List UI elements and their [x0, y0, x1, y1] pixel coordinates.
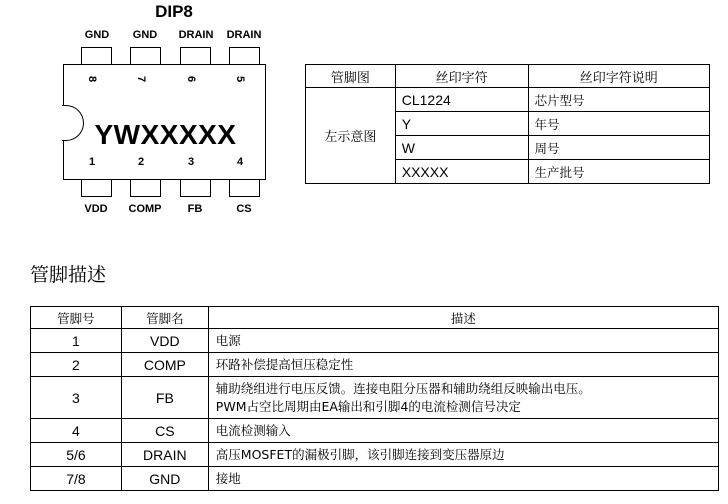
pin-8-lead: [81, 47, 112, 65]
table-row: [31, 353, 719, 377]
marking-code: CL1224: [395, 88, 528, 112]
pin-description: [208, 353, 718, 377]
column-header: 管脚号: [31, 307, 122, 329]
pin-description: [208, 419, 718, 443]
table-row: [306, 88, 710, 112]
marking-table: [305, 64, 710, 184]
pin-description-table: [30, 306, 719, 491]
pin-4-number: 4: [236, 156, 244, 168]
chip-marking: YWXXXXX: [94, 119, 237, 150]
pin-1-label: VDD: [84, 203, 108, 215]
pin-7-label: GND: [132, 29, 158, 41]
pin-name: COMP: [121, 353, 208, 377]
column-header: 管脚图: [306, 65, 396, 88]
pin-description: [208, 377, 718, 419]
marking-code: XXXXX: [395, 160, 528, 184]
pin-3-lead: [180, 179, 211, 197]
pin-3-label: FB: [187, 203, 203, 215]
column-header: 管脚名: [121, 307, 208, 329]
table-row: [31, 443, 719, 467]
column-header: 丝印字符说明: [528, 65, 710, 88]
pin-4-label: CS: [236, 203, 252, 215]
pin-8-number: 8: [86, 75, 98, 83]
pin-description: [208, 467, 718, 491]
table-row: [31, 419, 719, 443]
pin-8-label: GND: [84, 29, 110, 41]
description-line: 接地: [215, 470, 241, 486]
description-line: 高压MOSFET的漏极引脚，该引脚连接到变压器原边: [215, 446, 505, 462]
chip-body: [63, 64, 266, 180]
marking-code: W: [395, 136, 528, 160]
diagram-reference-cell: 左示意图: [306, 88, 396, 184]
pin-2-number: 2: [137, 156, 145, 168]
pin-name: CS: [121, 419, 208, 443]
pin-number: 5/6: [31, 443, 122, 467]
pin-6-label: DRAIN: [178, 29, 214, 41]
pin-5-label: DRAIN: [226, 29, 262, 41]
pin-name: VDD: [121, 329, 208, 353]
pin-number: 7/8: [31, 467, 122, 491]
pin-name: FB: [121, 377, 208, 419]
description-line: 电流检测输入: [215, 422, 291, 438]
pin-5-number: 5: [234, 75, 246, 83]
table-header-row: [31, 307, 719, 329]
description-line: 环路补偿提高恒压稳定性: [215, 356, 354, 372]
column-header: 丝印字符: [395, 65, 528, 88]
pin-7-number: 7: [135, 75, 147, 83]
description-line: PWM占空比周期由EA输出和引脚4的电流检测信号决定: [215, 398, 521, 414]
pin-4-lead: [229, 179, 260, 197]
column-header: 描述: [208, 307, 718, 329]
pin-1-lead: [81, 179, 112, 197]
description-line: 电源: [215, 332, 241, 348]
pin-5-lead: [229, 47, 260, 65]
pin-6-number: 6: [185, 75, 197, 83]
pin-name: GND: [121, 467, 208, 491]
table-row: [31, 467, 719, 491]
pin-number: 2: [31, 353, 122, 377]
pin-number: 3: [31, 377, 122, 419]
pin-2-label: COMP: [128, 203, 162, 215]
table-header-row: [306, 65, 710, 88]
marking-description: 周号: [528, 136, 710, 160]
table-row: [31, 377, 719, 419]
pin-name: DRAIN: [121, 443, 208, 467]
pin-1-number: 1: [88, 156, 96, 168]
table-row: [31, 329, 719, 353]
section-title: 管脚描述: [30, 264, 107, 286]
description-line: 辅助绕组进行电压反馈。连接电阻分压器和辅助绕组反映输出电压。: [215, 380, 591, 396]
pin-number: 1: [31, 329, 122, 353]
marking-code: Y: [395, 112, 528, 136]
pin-description: [208, 329, 718, 353]
marking-description: 芯片型号: [528, 88, 710, 112]
pin-2-lead: [130, 179, 161, 197]
pin-number: 4: [31, 419, 122, 443]
pin-6-lead: [180, 47, 211, 65]
pin-7-lead: [130, 47, 161, 65]
marking-description: 生产批号: [528, 160, 710, 184]
pin-3-number: 3: [187, 156, 195, 168]
marking-description: 年号: [528, 112, 710, 136]
pin-description: [208, 443, 718, 467]
package-title: DIP8: [155, 2, 193, 21]
